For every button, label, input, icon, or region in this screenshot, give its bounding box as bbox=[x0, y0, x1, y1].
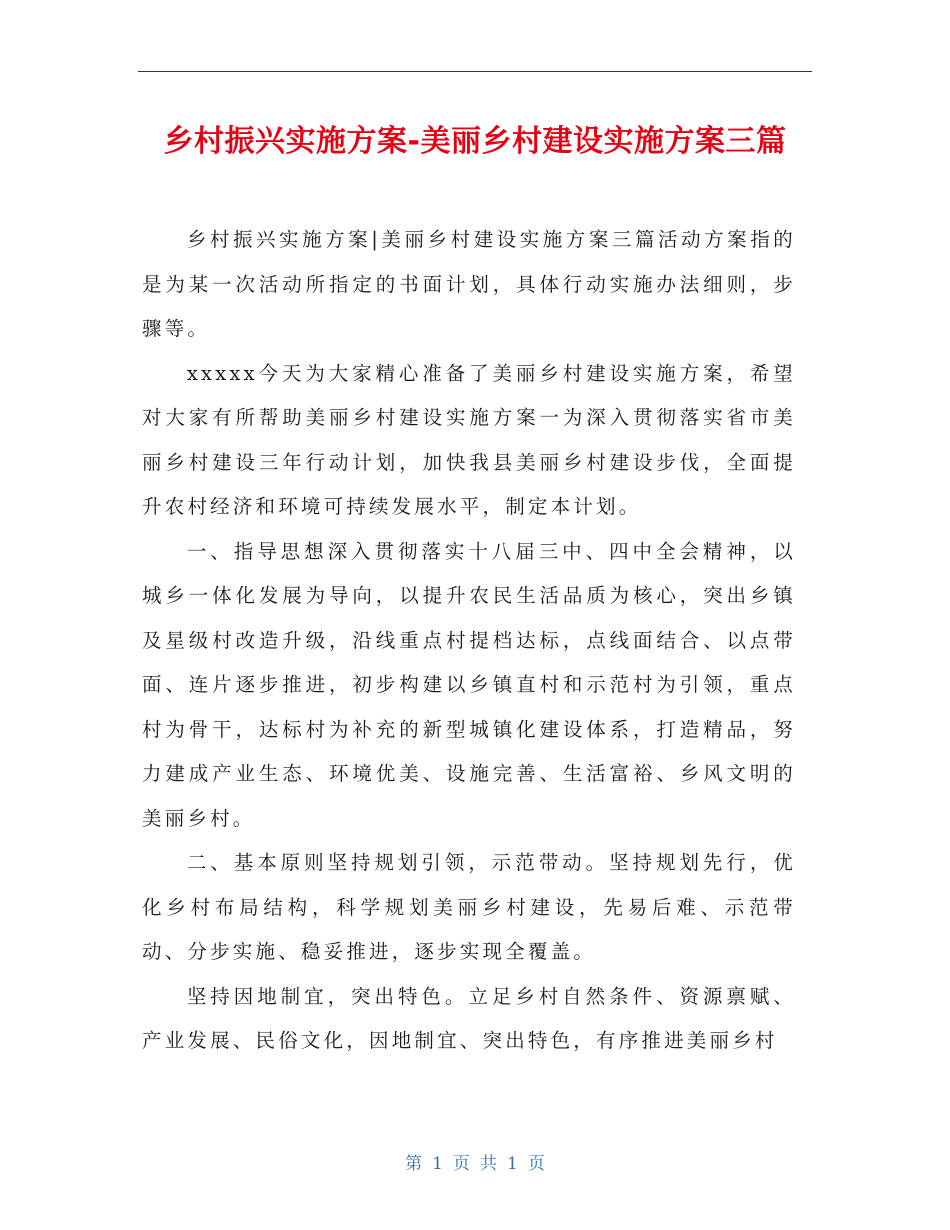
footer-total-prefix: 共 bbox=[480, 1154, 497, 1174]
paragraph-preface: xxxxx今天为大家精心准备了美丽乡村建设实施方案，希望对大家有所帮助美丽乡村建设实施方案一为深入贯彻落实省市美丽乡村建设三年行动计划，加快我县美丽乡村建设步伐，全面提升农村经济和环境可持续发展水平，制定本计划。 bbox=[142, 361, 796, 518]
document-title: 乡村振兴实施方案-美丽乡村建设实施方案三篇 bbox=[163, 124, 787, 159]
header-rule bbox=[138, 71, 812, 72]
paragraph-basic-principles: 二、基本原则坚持规划引领，示范带动。坚持规划先行，优化乡村布局结构，科学规划美丽乡村建设，先易后难、示范带动、分步实施、稳妥推进，逐步实现全覆盖。 bbox=[142, 851, 796, 963]
footer-current-page: 1 bbox=[432, 1154, 443, 1174]
paragraph-guiding-ideology: 一、指导思想深入贯彻落实十八届三中、四中全会精神，以城乡一体化发展为导向，以提升农民生活品质为核心，突出乡镇及星级村改造升级，沿线重点村提档达标，点线面结合、以点带面、连片逐步推进，初步构建以乡镇直村和示范村为引领，重点村为骨干，达标村为补充的新型城镇化建设体系，打造精品，努力建成产业生态、环境优美、设施完善、生活富裕、乡风文明的美丽乡村。 bbox=[142, 539, 796, 830]
footer-page-mid: 页 bbox=[453, 1154, 470, 1174]
footer-total-pages: 1 bbox=[507, 1154, 518, 1174]
footer-page-prefix: 第 bbox=[405, 1154, 423, 1174]
paragraph-local-conditions: 坚持因地制宜，突出特色。立足乡村自然条件、资源禀赋、产业发展、民俗文化，因地制宜、突出特色，有序推进美丽乡村 bbox=[142, 984, 796, 1052]
footer-total-suffix: 页 bbox=[527, 1154, 545, 1174]
document-body bbox=[142, 218, 796, 1064]
page-footer bbox=[0, 1149, 950, 1174]
paragraph-intro: 乡村振兴实施方案|美丽乡村建设实施方案三篇活动方案指的是为某一次活动所指定的书面计划，具体行动实施办法细则，步骤等。 bbox=[142, 228, 796, 340]
